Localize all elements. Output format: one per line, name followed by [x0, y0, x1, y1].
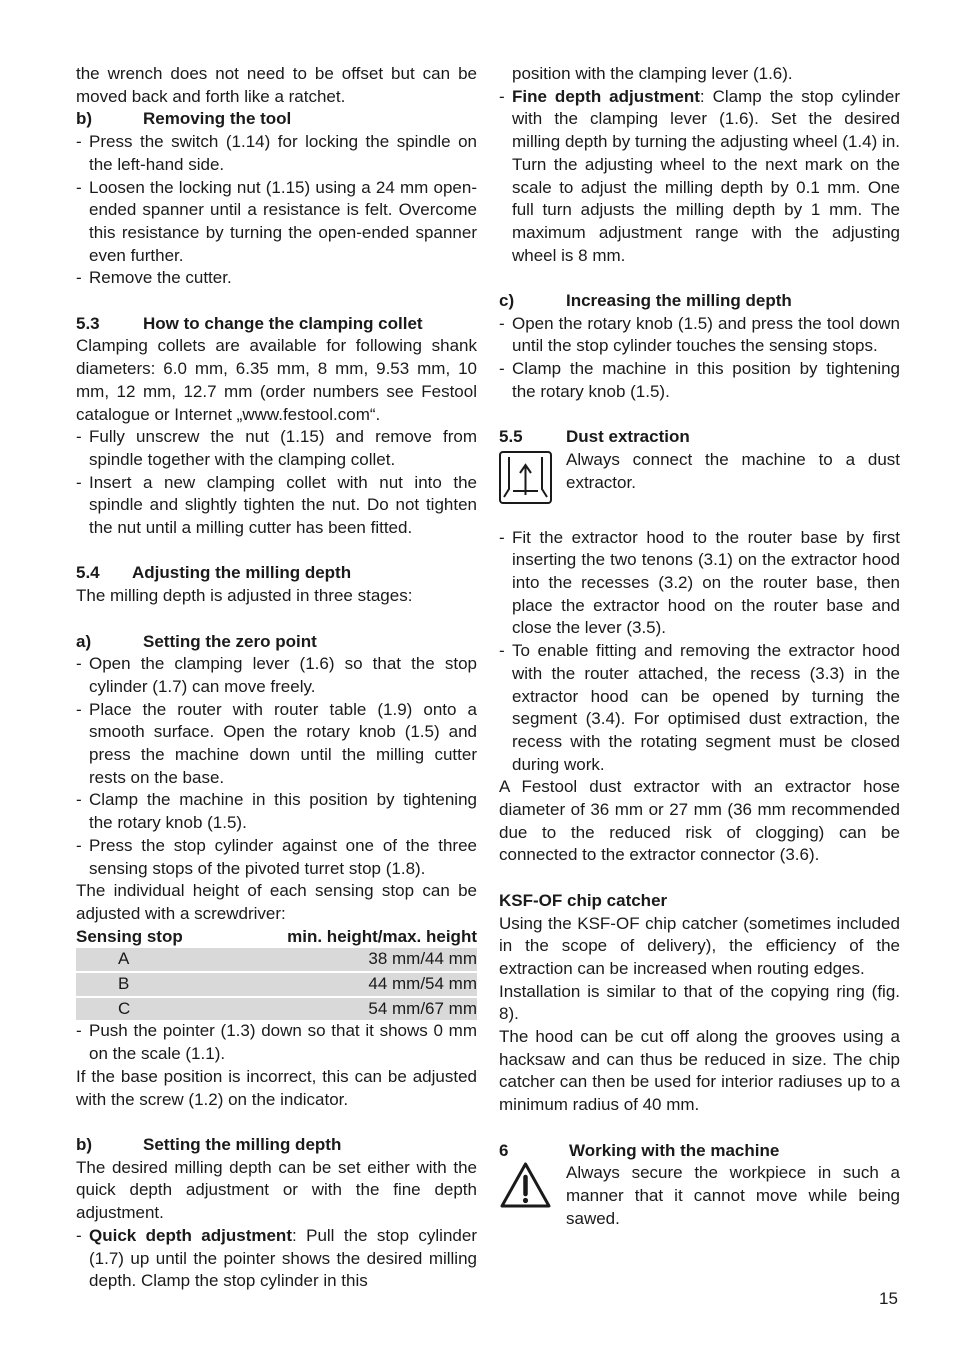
list-item: - Quick depth adjustment: Pull the stop cylinder (1.7) up until the pointer shows the desired milling depth. Clamp the stop cylinder in this	[76, 1225, 477, 1293]
ksf-text-3: The hood can be cut off along the grooves using a hacksaw and can thus be reduced in size. The chip catcher can then be used for interior radiuses up to a minimum radius of 40 mm.	[499, 1027, 900, 1115]
table-row: C 54 mm/67 mm	[76, 996, 477, 1021]
heading-5-5: 5.5 Dust extraction	[499, 427, 690, 447]
list-item: - Fit the extractor hood to the router base by first inserting the two tenons (3.1) on the extractor hood into the recesses (3.2) on the router base, then place the extractor hood on the router base and close the lever (3.5).	[499, 527, 900, 641]
list-item: - To enable fitting and removing the extractor hood with the router attached, the recess (3.3) in the extractor hood can be opened by turning the segment (3.4). For optimised dust extraction, the recess with the rotating segment must be closed during work.	[499, 640, 900, 776]
setting-depth-text: The desired milling depth can be set either with the quick depth adjustment or with the fine depth adjustment.	[76, 1157, 477, 1223]
list-item: - Insert a new clamping collet with nut into the spindle and slightly tighten the nut. Do not tighten the nut until a milling cutter has been fitted.	[76, 472, 477, 540]
list-item: - Remove the cutter.	[76, 267, 477, 290]
removing-tool-list	[76, 131, 477, 290]
increasing-depth-list	[499, 313, 900, 404]
dust-extraction-notice	[499, 449, 900, 504]
zero-point-list	[76, 653, 477, 880]
warning-notice	[499, 1162, 900, 1230]
heading-zero-point: a) Setting the zero point	[76, 631, 317, 651]
table-row: B 44 mm/54 mm	[76, 971, 477, 996]
pointer-list	[76, 1020, 477, 1065]
list-item: - Fine depth adjustment: Clamp the stop cylinder with the clamping lever (1.6). Set the desired milling depth by turning the adjusting wheel (1.4) in. Turn the adjusting wheel to the next mark on the scale to adjust the milling depth by 0.1 mm. One full turn adjusts the milling depth by 1 mm. The maximum adjustment range with the adjusting wheel is 8 mm.	[499, 86, 900, 268]
intro-text: the wrench does not need to be offset but can be moved back and forth like a ratchet.	[76, 64, 477, 106]
depth-adjust-list	[499, 63, 900, 267]
collet-list	[76, 426, 477, 540]
ksf-text-1: Using the KSF-OF chip catcher (sometimes included in the scope of delivery), the efficiency of the extraction can be increased when routing edges.	[499, 913, 900, 978]
page-number: 15	[879, 1289, 898, 1308]
list-item: - Press the switch (1.14) for locking the spindle on the left-hand side.	[76, 131, 477, 176]
list-item: - Press the stop cylinder against one of the three sensing stops of the pivoted turret stop (1.8).	[76, 835, 477, 880]
heading-increasing-depth: c) Increasing the milling depth	[499, 291, 792, 311]
list-item: - Push the pointer (1.3) down so that it shows 0 mm on the scale (1.1).	[76, 1020, 477, 1065]
warning-text: Always secure the workpiece in such a manner that it cannot move while being sawed.	[566, 1163, 900, 1228]
ksf-text-2: Installation is similar to that of the copying ring (fig. 8).	[499, 981, 900, 1024]
sensing-stop-table	[76, 926, 477, 1021]
heading-6: 6 Working with the machine	[499, 1140, 780, 1160]
list-item: - Fully unscrew the nut (1.15) and remove from spindle together with the clamping collet.	[76, 426, 477, 471]
table-header: min. height/max. height	[287, 926, 477, 946]
heading-removing-tool: b) Removing the tool	[76, 109, 292, 129]
list-item: - Clamp the machine in this position by tightening the rotary knob (1.5).	[499, 358, 900, 403]
list-item: - Open the rotary knob (1.5) and press the tool down until the stop cylinder touches the sensing stops.	[499, 313, 900, 358]
heading-5-3: 5.3 How to change the clamping collet	[76, 313, 423, 333]
collet-text: Clamping collets are available for following shank diameters: 6.0 mm, 6.35 mm, 8 mm, 9.53 mm, 10 mm, 12 mm, 12.7 mm (order numbers see Festool catalogue or Internet „www.festool.com“.	[76, 336, 477, 424]
sensing-stop-note: The individual height of each sensing stop can be adjusted with a screwdriver:	[76, 881, 477, 923]
list-item: - Open the clamping lever (1.6) so that the stop cylinder (1.7) can move freely.	[76, 653, 477, 698]
right-column	[499, 63, 900, 1230]
left-column	[76, 63, 477, 1293]
extractor-hood-list	[499, 527, 900, 777]
dust-extraction-icon	[499, 451, 552, 504]
heading-5-4: 5.4 Adjusting the milling depth	[76, 563, 352, 583]
warning-icon	[499, 1160, 552, 1213]
heading-ksf-chip-catcher: KSF-OF chip catcher	[499, 890, 668, 910]
table-row: A 38 mm/44 mm	[76, 948, 477, 971]
dust-extraction-text: Always connect the machine to a dust extractor.	[566, 449, 900, 492]
list-item: - Clamp the machine in this position by tightening the rotary knob (1.5).	[76, 789, 477, 834]
list-item: - Loosen the locking nut (1.15) using a 24 mm open-ended spanner until a resistance is felt. Overcome this resistance by turning the open-ended spanner even further.	[76, 177, 477, 268]
milling-depth-text: The milling depth is adjusted in three stages:	[76, 586, 413, 606]
quick-depth-list	[76, 1225, 477, 1293]
base-position-note: If the base position is incorrect, this can be adjusted with the screw (1.2) on the indicator.	[76, 1066, 477, 1109]
list-item: - Place the router with router table (1.9) onto a smooth surface. Open the rotary knob (1.5) and press the machine down until the milling cutter rests on the base.	[76, 699, 477, 790]
table-header: Sensing stop	[76, 926, 183, 946]
festool-extractor-text: A Festool dust extractor with an extractor hose diameter of 36 mm or 27 mm (36 mm recommended due to the reduced risk of clogging) can be connected to the extractor connector (3.6).	[499, 777, 900, 865]
list-item: position with the clamping lever (1.6).	[512, 64, 793, 83]
heading-setting-depth: b) Setting the milling depth	[76, 1134, 342, 1154]
